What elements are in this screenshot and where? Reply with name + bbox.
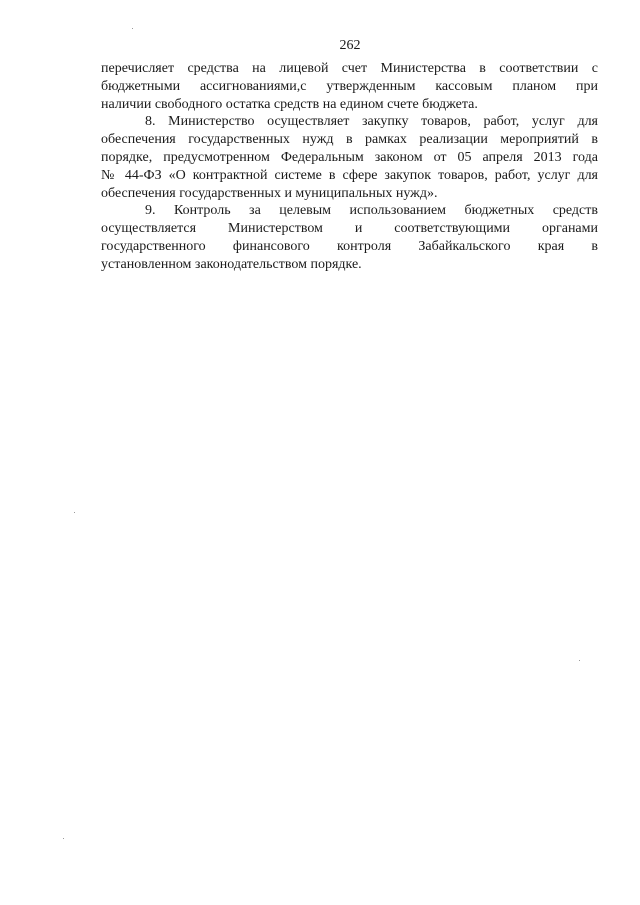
text-line: осуществляется Министерством и соответствующими органами (101, 221, 598, 237)
paragraph-item-8-procurement (101, 113, 598, 202)
text-line: 9. Контроль за целевым использованием бюджетных средств (145, 203, 598, 219)
text-line: перечисляет средства на лицевой счет Министерства в соответствии с (101, 61, 598, 76)
paragraph-item-9-control (101, 202, 598, 273)
text-line: обеспечения государственных и муниципальных нужд». (101, 185, 438, 201)
text-line: наличии свободного остатка средств на едином счете бюджета. (101, 96, 478, 112)
text-line: порядке, предусмотренном Федеральным законом от 05 апреля 2013 года (101, 149, 598, 165)
text-line: государственного финансового контроля Забайкальского края в (101, 238, 598, 254)
scan-speck (63, 838, 64, 839)
text-line: № 44-ФЗ «О контрактной системе в сфере закупок товаров, работ, услуг для (101, 167, 598, 183)
page-number: 262 (339, 38, 361, 53)
scan-speck (132, 28, 133, 29)
text-line: обеспечения государственных нужд в рамках реализации мероприятий в (101, 132, 598, 148)
document-body (101, 60, 598, 274)
text-line: 8. Министерство осуществляет закупку товаров, работ, услуг для (145, 114, 598, 130)
paragraph-budget-transfer (101, 60, 598, 113)
text-line: бюджетными ассигнованиями,с утвержденным кассовым планом при (101, 78, 598, 94)
text-line: установленном законодательством порядке. (101, 256, 362, 272)
scan-speck (74, 512, 75, 513)
scan-speck (579, 660, 580, 661)
